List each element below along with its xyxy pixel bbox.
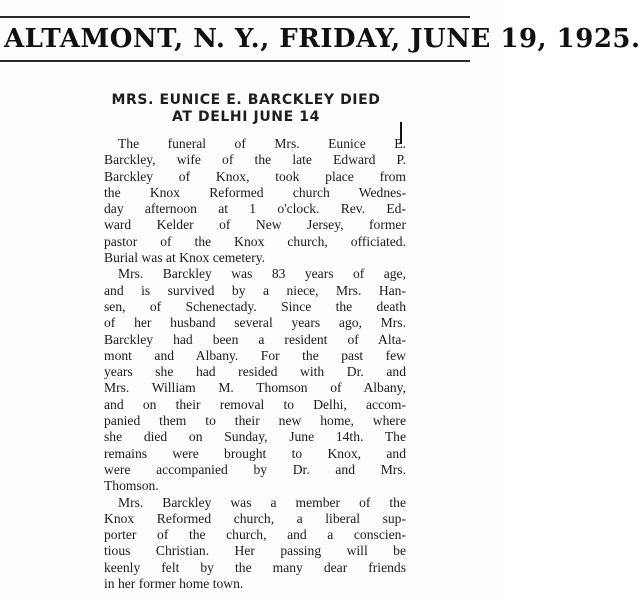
text-line: Mrs. Barckley was 83 years of age, [118,266,406,282]
article-body [104,136,406,592]
text-line: and is survived by a niece, Mrs. Han- [104,282,406,298]
paragraph-1 [104,136,406,266]
text-line: she died on Sunday, June 14th. The [104,429,406,445]
text-line: Barckley had been a resident of Alta- [104,331,406,347]
text-line: the Knox Reformed church Wednes- [104,184,406,200]
dateline-rule [0,60,470,62]
text-line: tious Christian. Her passing will be [104,543,406,559]
text-line: Thomson. [104,478,159,494]
text-line: in her former home town. [104,576,244,592]
text-line: porter of the church, and a conscien- [104,527,406,543]
text-line: mont and Albany. For the past few [104,347,406,363]
text-line: pastor of the Knox church, officiated. [104,233,406,249]
text-line: Barckley, wife of the late Edward P. [104,152,406,168]
text-line: sen, of Schenectady. Since the death [104,298,406,314]
text-line: of her husband several years ago, Mrs. [104,315,406,331]
headline-line-2: AT DELHI JUNE 14 [172,109,320,125]
text-line: ward Kelder of New Jersey, former [104,217,406,233]
top-rule [0,16,470,18]
text-line: The funeral of Mrs. Eunice E. [118,136,406,151]
text-line: Mrs. William M. Thomson of Albany, [104,380,406,396]
text-line: Burial was at Knox cemetery. [104,250,266,266]
headline-line-1: MRS. EUNICE E. BARCKLEY DIED [111,92,381,108]
text-line: years she had resided with Dr. and [104,364,406,380]
text-line: and on their removal to Delhi, accom- [104,396,406,412]
text-line: keenly felt by the many dear friends [104,559,406,575]
text-line: were accompanied by Dr. and Mrs. [104,461,406,477]
text-line: Barckley of Knox, took place from [104,168,406,184]
text-line: day afternoon at 1 o'clock. Rev. Ed- [104,201,406,217]
text-line: panied them to their new home, where [104,413,406,429]
text-line: remains were brought to Knox, and [104,445,406,461]
paragraph-2 [104,266,406,494]
dateline: ALTAMONT, N. Y., FRIDAY, JUNE 19, 1925. [4,24,641,54]
article-headline [96,92,396,126]
text-line: Mrs. Barckley was a member of the [118,494,406,510]
paragraph-3 [104,495,406,593]
text-line: Knox Reformed church, a liberal sup- [104,510,406,526]
